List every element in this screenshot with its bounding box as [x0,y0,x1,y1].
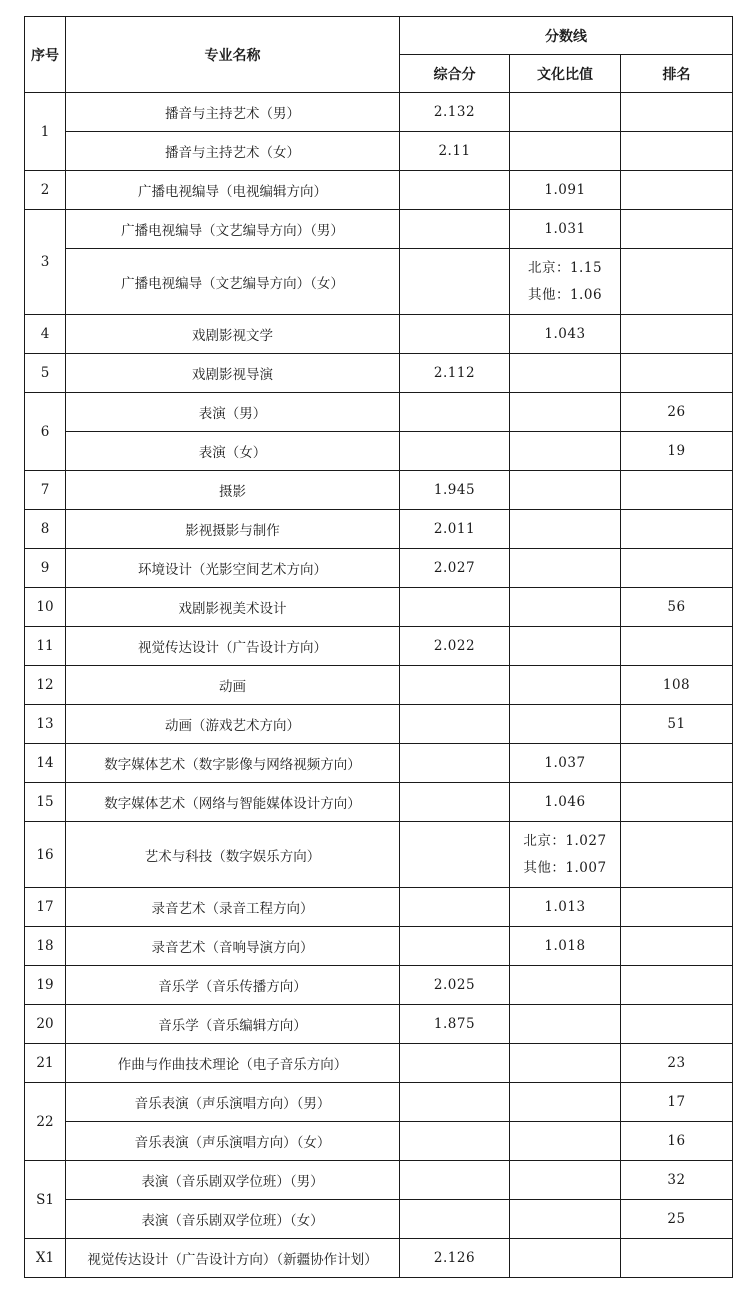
cell-rank [621,510,733,549]
cell-culture-ratio [510,432,621,471]
table-row [25,549,733,588]
table-row [25,393,733,432]
cell-rank [621,1005,733,1044]
cell-seq: 17 [25,888,66,927]
cell-seq: X1 [25,1239,66,1278]
cell-seq: 6 [25,393,66,471]
cell-seq: 20 [25,1005,66,1044]
cell-seq: 13 [25,705,66,744]
cell-composite: 2.11 [400,132,510,171]
cell-major-name: 动画（游戏艺术方向） [66,705,400,744]
score-table [24,16,733,1278]
cell-culture-ratio: 1.046 [510,783,621,822]
cell-rank [621,315,733,354]
table-row [25,588,733,627]
cell-culture-ratio [510,471,621,510]
cell-composite [400,1044,510,1083]
cell-rank [621,132,733,171]
cell-seq: 22 [25,1083,66,1161]
cell-culture-ratio [510,1239,621,1278]
cell-rank [621,627,733,666]
header-score-line: 分数线 [400,17,733,55]
cell-composite: 2.027 [400,549,510,588]
table-row [25,93,733,132]
ratio-line-beijing: 北京：1.15 [527,259,603,276]
cell-major-name: 表演（男） [66,393,400,432]
cell-seq: 11 [25,627,66,666]
cell-composite [400,822,510,888]
table-row [25,1200,733,1239]
cell-major-name: 音乐学（音乐传播方向） [66,966,400,1005]
cell-composite [400,666,510,705]
cell-major-name: 广播电视编导（文艺编导方向）（男） [66,210,400,249]
cell-composite [400,588,510,627]
cell-rank [621,171,733,210]
cell-major-name: 数字媒体艺术（网络与智能媒体设计方向） [66,783,400,822]
cell-seq: 16 [25,822,66,888]
cell-culture-ratio [510,1044,621,1083]
cell-culture-ratio [510,966,621,1005]
cell-major-name: 广播电视编导（文艺编导方向）（女） [66,249,400,315]
cell-composite: 2.126 [400,1239,510,1278]
cell-rank: 16 [621,1122,733,1161]
cell-composite [400,1200,510,1239]
table-row [25,1122,733,1161]
table-row [25,432,733,471]
cell-composite: 1.945 [400,471,510,510]
header-major: 专业名称 [66,17,400,93]
table-row [25,1044,733,1083]
cell-rank [621,549,733,588]
cell-culture-ratio [510,249,621,315]
cell-culture-ratio [510,549,621,588]
cell-major-name: 作曲与作曲技术理论（电子音乐方向） [66,1044,400,1083]
cell-culture-ratio [510,1083,621,1122]
cell-culture-ratio [510,393,621,432]
cell-seq: S1 [25,1161,66,1239]
cell-rank [621,471,733,510]
cell-seq: 14 [25,744,66,783]
cell-composite [400,783,510,822]
cell-culture-ratio: 1.037 [510,744,621,783]
table-row [25,132,733,171]
cell-composite: 1.875 [400,1005,510,1044]
table-row [25,744,733,783]
cell-rank: 23 [621,1044,733,1083]
cell-culture-ratio [510,588,621,627]
cell-composite: 2.132 [400,93,510,132]
cell-major-name: 录音艺术（录音工程方向） [66,888,400,927]
cell-composite [400,171,510,210]
header-composite: 综合分 [400,55,510,93]
cell-rank [621,354,733,393]
cell-rank [621,783,733,822]
ratio-line-other: 其他：1.007 [523,859,607,876]
cell-major-name: 播音与主持艺术（男） [66,93,400,132]
cell-seq: 3 [25,210,66,315]
table-row [25,354,733,393]
table-row [25,783,733,822]
cell-rank: 108 [621,666,733,705]
cell-seq: 18 [25,927,66,966]
table-row [25,471,733,510]
cell-major-name: 音乐学（音乐编辑方向） [66,1005,400,1044]
cell-composite [400,1122,510,1161]
cell-major-name: 视觉传达设计（广告设计方向）（新疆协作计划） [66,1239,400,1278]
cell-rank: 19 [621,432,733,471]
table-row [25,1239,733,1278]
table-row [25,1083,733,1122]
cell-major-name: 动画 [66,666,400,705]
cell-composite [400,705,510,744]
cell-culture-ratio [510,822,621,888]
cell-major-name: 表演（音乐剧双学位班）（男） [66,1161,400,1200]
cell-composite [400,393,510,432]
cell-rank: 17 [621,1083,733,1122]
cell-major-name: 摄影 [66,471,400,510]
cell-culture-ratio: 1.091 [510,171,621,210]
cell-culture-ratio [510,132,621,171]
cell-composite: 2.025 [400,966,510,1005]
cell-major-name: 数字媒体艺术（数字影像与网络视频方向） [66,744,400,783]
cell-seq: 7 [25,471,66,510]
cell-major-name: 录音艺术（音响导演方向） [66,927,400,966]
cell-culture-ratio [510,1200,621,1239]
cell-seq: 9 [25,549,66,588]
cell-major-name: 戏剧影视导演 [66,354,400,393]
cell-composite [400,744,510,783]
cell-rank: 51 [621,705,733,744]
cell-seq: 2 [25,171,66,210]
cell-rank [621,927,733,966]
cell-culture-ratio [510,354,621,393]
cell-culture-ratio [510,666,621,705]
cell-rank: 56 [621,588,733,627]
cell-composite: 2.011 [400,510,510,549]
header-row [25,17,733,55]
cell-major-name: 戏剧影视美术设计 [66,588,400,627]
table-row [25,888,733,927]
table-row [25,927,733,966]
cell-rank [621,93,733,132]
cell-culture-ratio [510,510,621,549]
header-culture-ratio: 文化比值 [510,55,621,93]
table-row [25,210,733,249]
cell-composite [400,888,510,927]
cell-culture-ratio [510,627,621,666]
ratio-line-beijing: 北京：1.027 [523,832,607,849]
cell-culture-ratio: 1.018 [510,927,621,966]
cell-rank [621,966,733,1005]
cell-culture-ratio [510,705,621,744]
cell-culture-ratio [510,1161,621,1200]
cell-rank [621,744,733,783]
cell-major-name: 音乐表演（声乐演唱方向）（女） [66,1122,400,1161]
cell-culture-ratio: 1.031 [510,210,621,249]
cell-major-name: 表演（女） [66,432,400,471]
table-row [25,171,733,210]
cell-rank: 32 [621,1161,733,1200]
cell-major-name: 戏剧影视文学 [66,315,400,354]
cell-major-name: 影视摄影与制作 [66,510,400,549]
header-seq: 序号 [25,17,66,93]
cell-rank: 25 [621,1200,733,1239]
cell-seq: 1 [25,93,66,171]
cell-culture-ratio: 1.043 [510,315,621,354]
cell-seq: 5 [25,354,66,393]
cell-major-name: 播音与主持艺术（女） [66,132,400,171]
cell-major-name: 艺术与科技（数字娱乐方向） [66,822,400,888]
cell-rank [621,249,733,315]
cell-culture-ratio [510,93,621,132]
cell-composite [400,432,510,471]
cell-seq: 4 [25,315,66,354]
cell-culture-ratio [510,1005,621,1044]
table-row [25,1005,733,1044]
cell-seq: 10 [25,588,66,627]
ratio-line-other: 其他：1.06 [527,286,603,303]
table-row [25,966,733,1005]
cell-rank: 26 [621,393,733,432]
cell-rank [621,822,733,888]
header-rank: 排名 [621,55,733,93]
cell-seq: 8 [25,510,66,549]
cell-major-name: 视觉传达设计（广告设计方向） [66,627,400,666]
cell-major-name: 环境设计（光影空间艺术方向） [66,549,400,588]
cell-composite [400,1161,510,1200]
cell-composite [400,249,510,315]
table-row [25,627,733,666]
table-row [25,705,733,744]
cell-rank [621,210,733,249]
table-row [25,315,733,354]
cell-seq: 12 [25,666,66,705]
cell-culture-ratio: 1.013 [510,888,621,927]
cell-rank [621,888,733,927]
cell-composite [400,315,510,354]
table-body [25,93,733,1278]
cell-culture-ratio [510,1122,621,1161]
table-row [25,666,733,705]
cell-composite [400,210,510,249]
cell-composite: 2.112 [400,354,510,393]
cell-rank [621,1239,733,1278]
cell-seq: 15 [25,783,66,822]
cell-composite [400,927,510,966]
table-row [25,510,733,549]
table-row [25,1161,733,1200]
cell-composite: 2.022 [400,627,510,666]
cell-composite [400,1083,510,1122]
cell-seq: 21 [25,1044,66,1083]
cell-major-name: 广播电视编导（电视编辑方向） [66,171,400,210]
cell-seq: 19 [25,966,66,1005]
cell-major-name: 表演（音乐剧双学位班）（女） [66,1200,400,1239]
table-row [25,249,733,315]
table-row [25,822,733,888]
cell-major-name: 音乐表演（声乐演唱方向）（男） [66,1083,400,1122]
